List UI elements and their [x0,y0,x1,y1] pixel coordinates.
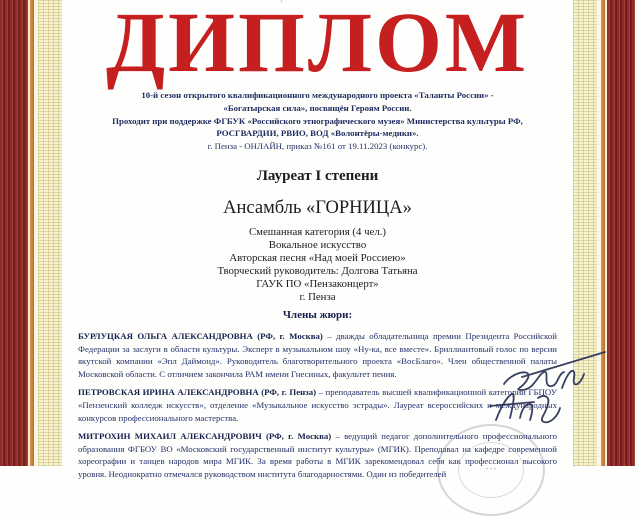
award-piece: Авторская песня «Над моей Россиею» [229,252,406,264]
header-line-4: РОСГВАРДИИ, РВИО, ВОД «Волонтёры-медики». [216,128,419,139]
jury-member-description: – ведущий педагог дополнительного профессионального образования ФГБОУ ВО «Московский государственный институт культуры» (МГИК). Преподавал на кафедре современной хореографии и танцев народов мира МГИК. За время работы в МГИК зарекомендовал себя как профессионал высокого уровня. Неоднократно отмечался руководством института благодарностями. Один из победителей [78,431,557,479]
jury-heading: Члены жюри: [282,309,353,321]
jury-member-description: – преподаватель высшей квалификационной категории ГБПОУ «Пензенский колледж искусств», отделение «Музыкальное искусство эстрады». Лауреат всероссийских и международных конкурсов профессионального мастерства. [78,387,557,423]
award-organization: ГАУК ПО «Пензаконцерт» [256,278,379,290]
award-recipient: Ансамбль «ГОРНИЦА» [223,198,412,218]
jury-member-name: ПЕТРОВСКАЯ ИРИНА АЛЕКСАНДРОВНА (РФ, г. Пенза) [78,387,317,398]
right-patterned-band [573,0,597,466]
jury-member-description: – дважды обладательница премии Президента Российской Федерации за заслуги в области культуры. Эксперт в музыкальном шоу «Ну-ка, все вместе». Бриллиантовый голос по версии якутской компании «Эпл Даймонд». Руководитель благотворительного проекта «ВосБлаго». Член общественной палаты Московской области. С отличием закончила РАМ имени Гнесиных, факультет пения. [78,331,557,379]
award-art-form: Вокальное искусство [268,239,367,251]
signature-petrovskaya [482,384,572,430]
award-city: г. Пенза [299,291,336,303]
round-stamp-inner-text: • • • [458,442,524,498]
header-line-5: г. Пенза - ОНЛАЙН, приказ №161 от 19.11.2023 (конкурс). [207,141,428,152]
award-block [62,168,573,304]
award-director: Творческий руководитель: Долгова Татьяна [217,265,418,277]
left-patterned-band [38,0,62,466]
left-red-stripe-band [0,0,28,466]
right-border-frame [573,0,635,466]
right-red-stripe-band [607,0,635,466]
header-line-3: Проходит при поддержке ФГБУК «Российского этнографического музея» Министерства культуры РФ, [112,115,523,126]
header-text-block [68,89,567,153]
award-degree: Лауреат I степени [256,168,379,184]
header-line-2: «Богатырская сила», посвящён Героям России. [223,102,412,113]
award-category: Смешанная категория (4 чел.) [248,226,387,238]
jury-member-name: МИТРОХИН МИХАИЛ АЛЕКСАНДРОВИЧ (РФ, г. Москва) [78,431,332,442]
diploma-title: ДИПЛОМ [105,0,530,90]
left-border-frame [0,0,62,466]
jury-member-name: БУРЛУЦКАЯ ОЛЬГА АЛЕКСАНДРОВНА (РФ, г. Москва) [78,331,323,341]
header-line-1: 10-й сезон открытого квалификационного международного проекта «Таланты России» - [141,90,494,100]
jury-member-mitrokhin [78,430,557,480]
